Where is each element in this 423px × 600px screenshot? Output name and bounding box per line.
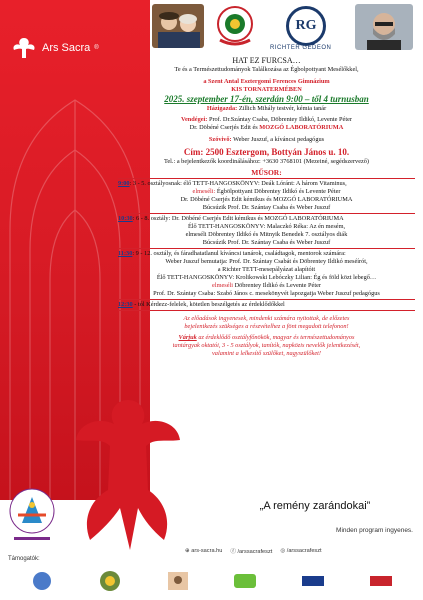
slot-3-line-a: : 9 - 12. osztály, és fáradhatatlanul kíváncsi tanárok, családtagok, mentorok számára: bbox=[132, 249, 346, 257]
sponsor-logo-1 bbox=[29, 570, 55, 592]
program-slot-2 bbox=[118, 215, 415, 247]
slot-2-line-d: Búcsúzik Prof. Dr. Szántay Csaba és Weber Juszuf bbox=[202, 238, 331, 246]
logo-text: Ars Sacra bbox=[42, 42, 91, 54]
slot-1-tell-label: elmeséli: bbox=[192, 187, 216, 195]
host-value: Zillich Mihály testvér, kémia tanár bbox=[238, 105, 327, 113]
notice-welcome-label: Várjuk bbox=[178, 333, 197, 341]
divider bbox=[118, 178, 415, 179]
venue-school: a Szent Antal Esztergomi Ferences Gimnázium bbox=[203, 78, 330, 86]
web-link[interactable]: ⊕ ars-sacra.hu bbox=[185, 548, 223, 554]
slot-3-line-e: Döbrentey Ildikó és Levente Péter bbox=[233, 282, 321, 290]
sponsor-logo-5 bbox=[300, 570, 326, 592]
facebook-icon: ⓕ bbox=[230, 549, 238, 555]
sponsor-logo-2 bbox=[97, 570, 123, 592]
registered-mark: ® bbox=[94, 45, 99, 51]
slot-3-line-f: Prof. Dr. Szántay Csaba: Szabó János c. mesekönyvét lapozgatja Weber Juszuf pedagógus bbox=[153, 290, 380, 298]
program-heading: MŰSOR: bbox=[251, 167, 282, 177]
address: Cím: 2500 Esztergom, Bottyán János u. 10. bbox=[183, 146, 350, 157]
divider bbox=[118, 299, 415, 300]
spokesman-label: Szóvivő: bbox=[208, 135, 232, 143]
slot-4-line-a: - tól Kérdezz-felelek, kötetlen beszélgetés az érdeklődőkkel bbox=[132, 300, 285, 308]
angel-icon bbox=[10, 34, 38, 62]
slot-1-line-c: Dr. Döbéné Cserjés Edit kémikus és MOZGÓ LABORATÓRIUMA bbox=[180, 195, 353, 203]
globe-icon: ⊕ bbox=[185, 548, 192, 554]
slot-1-line-d: Búcsúzik Prof. Dr. Szántay Csaba és Weber Juszuf bbox=[202, 203, 331, 211]
mobile-lab: MOZGÓ LABORATÓRIUMA bbox=[259, 124, 344, 132]
slot-2-line-a: : 6 - 8. osztály: Dr. Döbéné Cserjés Edit kémikus és MOZGÓ LABORATÓRIUMA bbox=[132, 214, 344, 222]
event-date: 2025. szeptember 17-én, szerdán 9:00 – től 4 turnusban bbox=[164, 94, 369, 105]
sponsors-label: Támogatók: bbox=[8, 556, 40, 562]
program-slot-3 bbox=[118, 250, 415, 299]
guests-value: Prof. Dr.Szántay Csaba, Döbrentey Ildikó, Levente Péter bbox=[208, 116, 352, 124]
notice-line-2: bejelentkezés szükséges a részvételhez a fönt megadott telefonon! bbox=[184, 322, 349, 330]
venue-room: KIS TORNATERMÉBEN bbox=[231, 86, 302, 94]
program-slot-1 bbox=[118, 180, 415, 212]
slot-3-time: 11:30 bbox=[118, 249, 133, 257]
event-text bbox=[118, 56, 415, 358]
slot-3-tell-label: elmeséli bbox=[212, 282, 234, 290]
contact-bar bbox=[185, 547, 417, 555]
jubilee-logo bbox=[6, 485, 58, 547]
instagram-icon: ◎ bbox=[280, 548, 287, 554]
phone-line: Tel.: a bejelentkezők koordinálásához: +3630 3768101 (Mezeiné, segédszervező) bbox=[163, 157, 370, 165]
free-program-text: Minden program ingyenes. bbox=[336, 527, 413, 534]
notice-line-5: valamint a lelkesítő szülőket, nagyszülőket! bbox=[212, 350, 321, 358]
slot-4-time: 12:30 bbox=[118, 300, 133, 308]
richter-caption: RICHTER GEDEON bbox=[270, 45, 332, 51]
notice-block bbox=[118, 315, 415, 358]
speaker-portrait-photo bbox=[355, 4, 413, 50]
host-label: Házigazda: bbox=[206, 105, 238, 113]
slot-1-line-a: : 3 - 5. osztályosnak: élő TETT-HANGOSKÖNYV: Deák Lóránt: A három Vitaminus, bbox=[129, 179, 347, 187]
slot-3-line-c: a Richter TETT-mesepályázat alapítóit bbox=[217, 265, 316, 273]
sponsor-logo-3 bbox=[165, 570, 191, 592]
richter-logo: RG bbox=[286, 6, 326, 46]
slot-1-time: 9:00 bbox=[118, 179, 130, 187]
sponsor-logos bbox=[8, 568, 415, 594]
slot-2-time: 10:30 bbox=[118, 214, 133, 222]
facebook-link[interactable]: ⓕ /arssacrafeszt bbox=[230, 549, 273, 555]
notice-line-3: az érdeklődő osztályfőnökök, magyar és természettudományos bbox=[196, 333, 355, 341]
slot-1-line-b: Égbölpottyant Döbrentey Ildikó és Levente Péter bbox=[215, 187, 341, 195]
folk-emblem-icon bbox=[210, 4, 260, 48]
slot-3-line-b: Weber Juszuf bemutatja: Prof. Dr. Szántay Csabát és Döbrentey Ildikó meséírót, bbox=[165, 257, 368, 265]
instagram-link[interactable]: ◎ /arssacrafeszt bbox=[280, 548, 322, 554]
divider bbox=[118, 213, 415, 214]
sponsor-logo-6 bbox=[368, 570, 394, 592]
program-slot-4 bbox=[118, 301, 415, 309]
notice-line-4: tantárgyak oktatói, 3 - 5 osztályok, tanítók, napközis nevelők jelentkezését, bbox=[172, 341, 361, 349]
slot-3-line-d: Élő TETT-HANGOSKÖNYV: Krolikowski Lebóczky Lilian: Ég és föld közt lebegő… bbox=[156, 273, 377, 281]
divider bbox=[118, 310, 415, 311]
sponsor-logo-4 bbox=[232, 570, 258, 592]
guest-couple-photo bbox=[152, 4, 204, 48]
divider bbox=[118, 248, 415, 249]
intro-line: Te és a Természettudományok Találkozása az Égbolpottyant Mesélőkkel, bbox=[174, 66, 359, 73]
guests-label: Vendégei: bbox=[181, 116, 208, 124]
guests-line2: Dr. Döbéné Cserjés Edit és bbox=[189, 124, 260, 132]
slot-2-line-b: Élő TETT-HANGOSKÖNYV: Malaczkó Réka: Az én mesém, bbox=[187, 222, 346, 230]
red-cherub-silhouette bbox=[68, 380, 188, 560]
intro-heading: HAT EZ FURCSA… bbox=[232, 56, 301, 65]
quote-text: „A remény zarándokai” bbox=[259, 500, 371, 512]
notice-line-1: Az előadások ingyenesek, mindenki számára nyitottak, de előzetes bbox=[183, 314, 350, 322]
spokesman-value: Weber Juszuf, a kíváncsi pedagógus bbox=[233, 135, 325, 143]
ars-sacra-logo bbox=[10, 28, 100, 68]
slot-2-line-c: elmeséli Döbrentey Ildikó és Mitnyik Benedek 7. osztályos diák bbox=[185, 230, 348, 238]
